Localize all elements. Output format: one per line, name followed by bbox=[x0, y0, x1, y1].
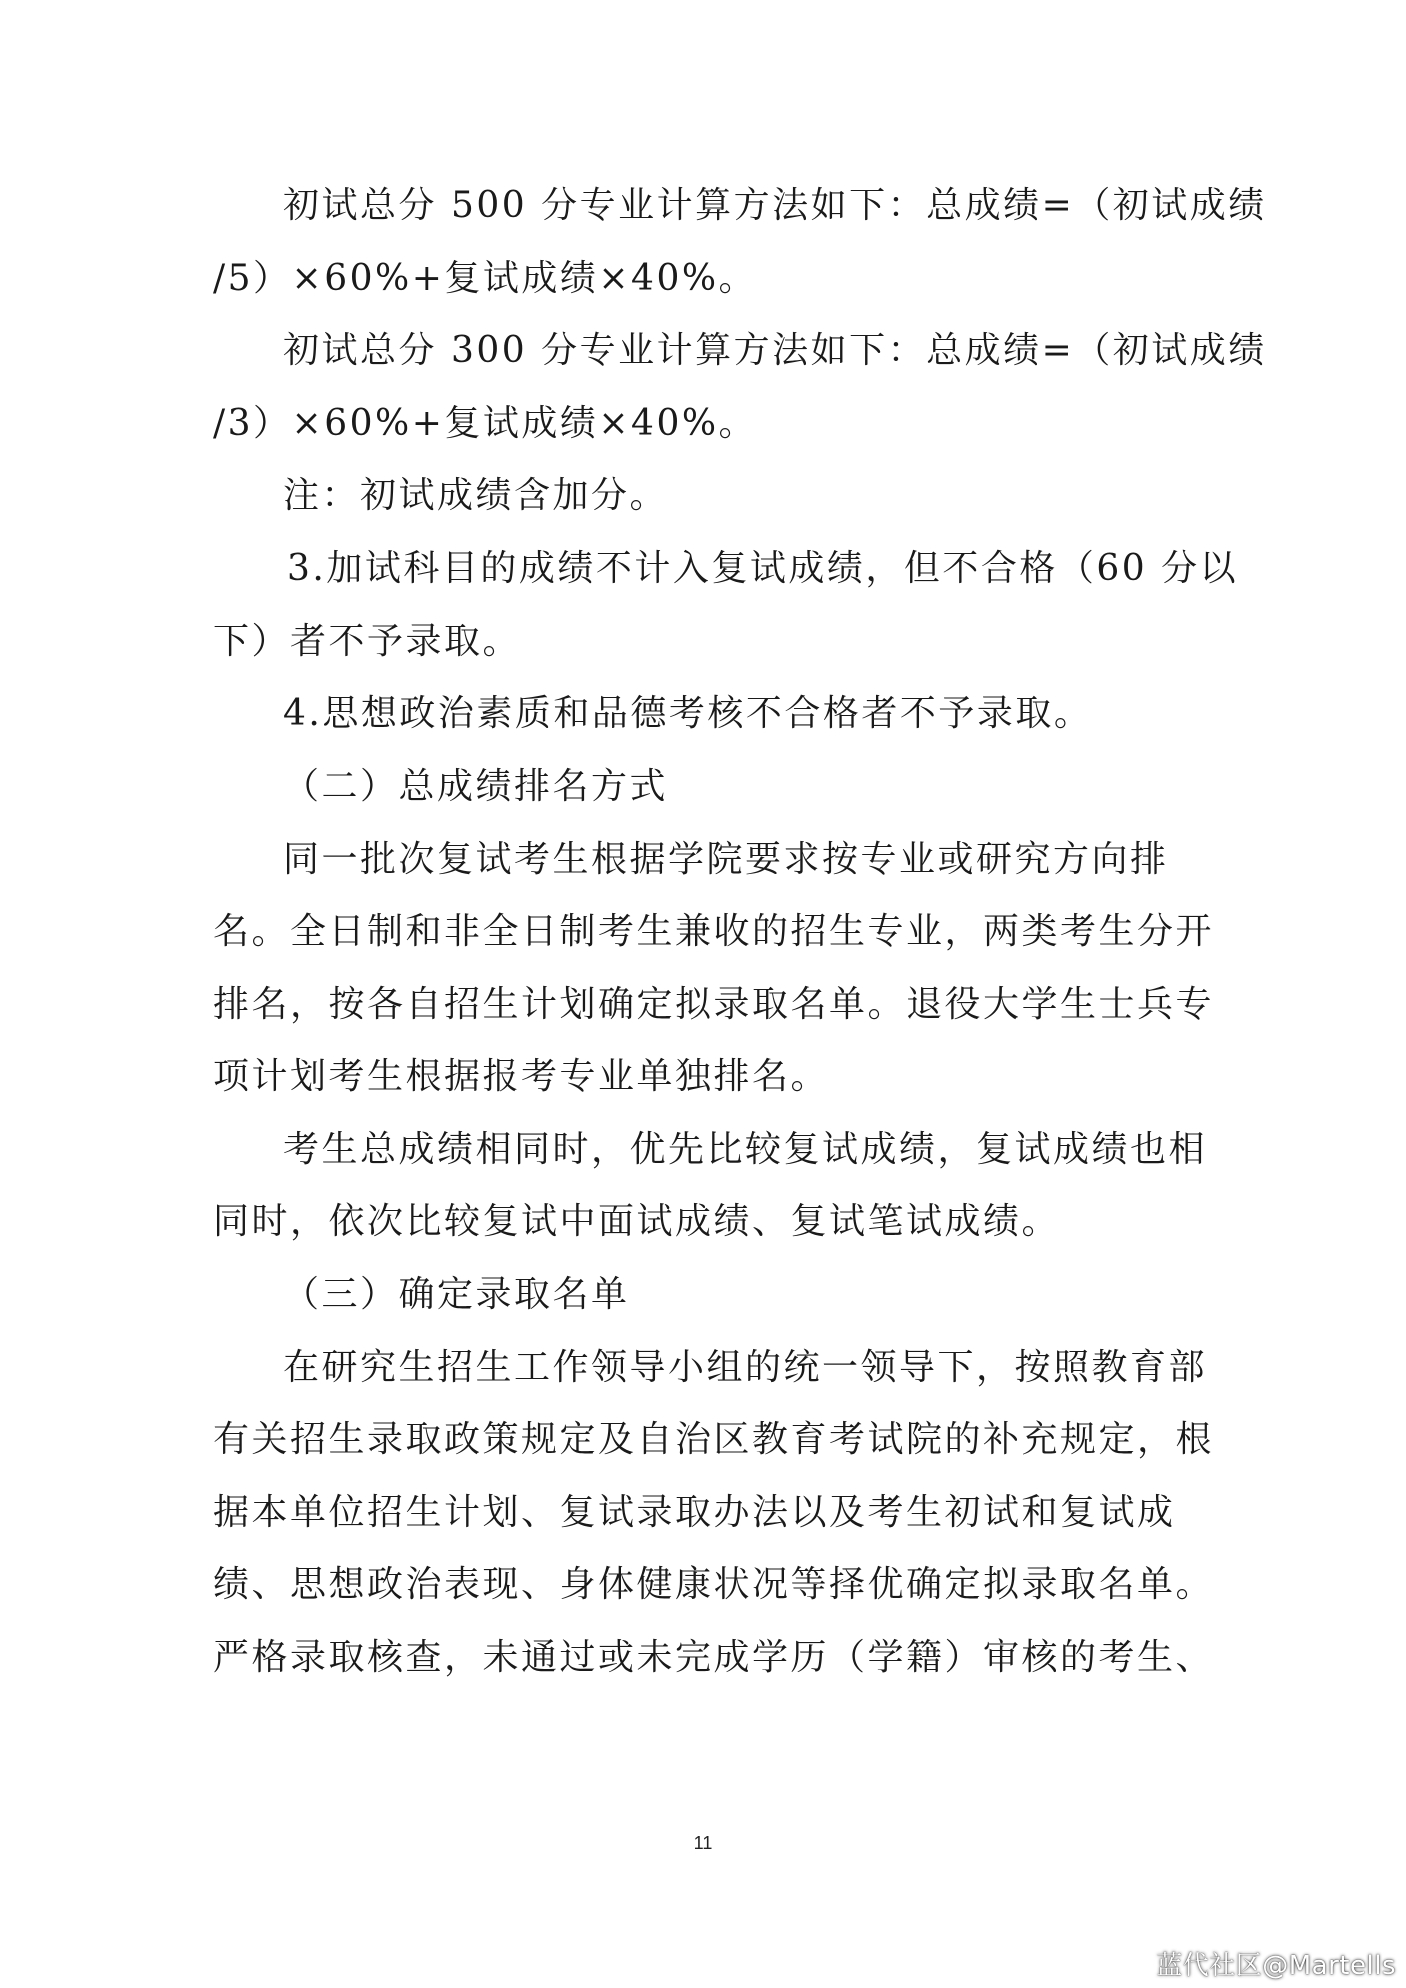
text-line: 注：初试成绩含加分。 bbox=[283, 475, 669, 516]
text-line: 下）者不予录取。 bbox=[213, 621, 522, 662]
section-heading: （三）确定录取名单 bbox=[283, 1274, 630, 1315]
text-line: /5）×60%+复试成绩×40%。 bbox=[213, 258, 758, 299]
text-line: 名。全日制和非全日制考生兼收的招生专业，两类考生分开 bbox=[213, 911, 1215, 952]
text-line: 排名，按各自招生计划确定拟录取名单。退役大学生士兵专 bbox=[213, 984, 1215, 1025]
text-line: 3.加试科目的成绩不计入复试成绩，但不合格（60 分以 bbox=[287, 548, 1239, 589]
watermark: 蓝代社区@Martells bbox=[1156, 1951, 1396, 1981]
text-line: 项计划考生根据报考专业单独排名。 bbox=[213, 1056, 830, 1097]
text-line: 同时，依次比较复试中面试成绩、复试笔试成绩。 bbox=[213, 1201, 1061, 1242]
text-line: 据本单位招生计划、复试录取办法以及考生初试和复试成 bbox=[213, 1492, 1176, 1533]
text-line: 有关招生录取政策规定及自治区教育考试院的补充规定，根 bbox=[213, 1419, 1215, 1460]
text-line: /3）×60%+复试成绩×40%。 bbox=[213, 403, 758, 444]
section-heading: （二）总成绩排名方式 bbox=[283, 766, 669, 807]
text-line: 在研究生招生工作领导小组的统一领导下，按照教育部 bbox=[283, 1347, 1208, 1388]
text-line: 初试总分 300 分专业计算方法如下：总成绩=（初试成绩 bbox=[283, 330, 1267, 371]
text-line: 同一批次复试考生根据学院要求按专业或研究方向排 bbox=[283, 839, 1169, 880]
text-line: 4.思想政治素质和品德考核不合格者不予录取。 bbox=[283, 693, 1093, 734]
text-line: 绩、思想政治表现、身体健康状况等择优确定拟录取名单。 bbox=[213, 1564, 1215, 1605]
text-line: 初试总分 500 分专业计算方法如下：总成绩=（初试成绩 bbox=[283, 185, 1267, 226]
text-line: 考生总成绩相同时，优先比较复试成绩，复试成绩也相 bbox=[283, 1129, 1208, 1170]
text-line: 严格录取核查，未通过或未完成学历（学籍）审核的考生、 bbox=[213, 1637, 1215, 1678]
page-number: 11 bbox=[693, 1833, 713, 1853]
